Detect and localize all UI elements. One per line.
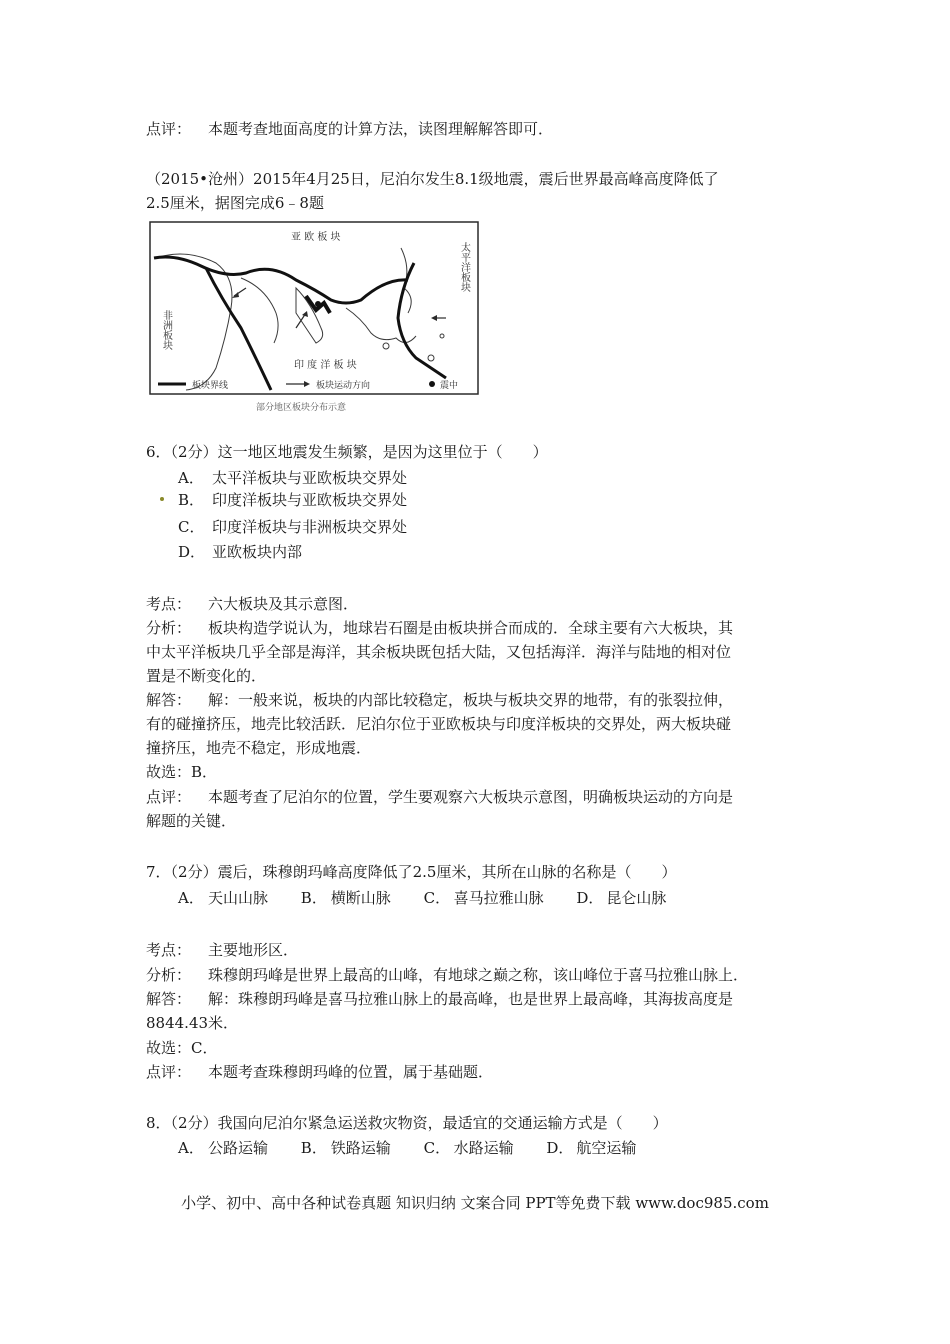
q6-option-b	[178, 489, 407, 511]
label-pacific: 太平洋板块	[458, 242, 470, 292]
plate-map-svg	[146, 218, 486, 416]
fenxi-label: 分析：	[146, 619, 192, 637]
q8-option-c: C． 水路运输	[423, 1139, 514, 1157]
q6-fenxi-line-3: 置是不断变化的．	[146, 667, 267, 685]
legend-boundary-label: 板块界线	[192, 381, 229, 391]
fenxi-text: 板块构造学说认为，地球岩石圈是由板块拼合而成的．全球主要有六大板块，其	[208, 619, 734, 637]
label-africa: 非洲板块	[160, 310, 172, 350]
label-indian: 印 度 洋 板 块	[294, 360, 357, 371]
option-key: B．	[178, 491, 205, 509]
option-text: 印度洋板块与亚欧板块交界处	[212, 491, 408, 509]
legend-quake-label: 震中	[440, 381, 459, 391]
q7-fenxi	[146, 964, 748, 986]
q7-option-a: A． 天山山脉	[178, 889, 269, 907]
q8-option-b: B． 铁路运输	[300, 1139, 391, 1157]
legend-direction-label: 板块运动方向	[316, 381, 371, 391]
q7-option-d: D． 昆仑山脉	[576, 889, 667, 907]
q6-option-a	[178, 467, 407, 489]
option-key: C．	[178, 518, 205, 536]
q6-answer: 故选：B．	[146, 763, 218, 781]
jieda-text: 解：一般来说，板块的内部比较稳定，板块与板块交界的地带，有的张裂拉伸，	[208, 691, 734, 709]
top-comment	[146, 118, 553, 140]
jieda-label: 解答：	[146, 990, 192, 1008]
intro-line-1: （2015•沧州）2015年4月25日，尼泊尔发生8.1级地震，震后世界最高峰高度降低了	[146, 170, 719, 188]
q6-fenxi-line-1	[146, 617, 733, 639]
q6-dianping-line-1	[146, 786, 733, 808]
q7-answer: 故选：C．	[146, 1039, 218, 1057]
q6-dianping-line-2: 解题的关键．	[146, 812, 237, 830]
epicenter-dot	[315, 301, 321, 307]
comment-label: 点评：	[146, 120, 192, 138]
kaodian-label: 考点：	[146, 941, 192, 959]
option-key: A．	[178, 469, 204, 487]
fenxi-text: 珠穆朗玛峰是世界上最高的山峰，有地球之巅之称，该山峰位于喜马拉雅山脉上．	[208, 966, 749, 984]
kaodian-label: 考点：	[146, 595, 192, 613]
q7-stem: 7．（2分）震后，珠穆朗玛峰高度降低了2.5厘米，其所在山脉的名称是（ ）	[146, 863, 677, 881]
q8-stem: 8．（2分）我国向尼泊尔紧急运送救灾物资，最适宜的交通运输方式是（ ）	[146, 1114, 668, 1132]
q7-dianping	[146, 1061, 493, 1083]
q7-kaodian	[146, 939, 298, 961]
plate-map-figure	[146, 218, 486, 416]
q8-option-d: D． 航空运输	[546, 1139, 637, 1157]
jieda-text: 解：珠穆朗玛峰是喜马拉雅山脉上的最高峰，也是世界上最高峰，其海拔高度是	[208, 990, 734, 1008]
q7-jieda-line-2: 8844.43米．	[146, 1014, 239, 1032]
dianping-text: 本题考查了尼泊尔的位置，学生要观察六大板块示意图，明确板块运动的方向是	[208, 788, 734, 806]
page-footer: 小学、初中、高中各种试卷真题 知识归纳 文案合同 PPT等免费下载 www.doc985.com	[181, 1194, 769, 1212]
dianping-label: 点评：	[146, 788, 192, 806]
intro-line-2: 2.5厘米，据图完成6﹣8题	[146, 194, 324, 212]
q6-fenxi-line-2: 中太平洋板块几乎全部是海洋，其余板块既包括大陆，又包括海洋．海洋与陆地的相对位	[146, 643, 732, 661]
q6-jieda-line-2: 有的碰撞挤压，地壳比较活跃．尼泊尔位于亚欧板块与印度洋板块的交界处，两大板块碰	[146, 715, 732, 733]
map-caption: 部分地区板块分布示意	[256, 403, 347, 413]
q6-option-c	[178, 516, 407, 538]
comment-text: 本题考查地面高度的计算方法，读图理解解答即可．	[208, 120, 554, 138]
jieda-label: 解答：	[146, 691, 192, 709]
dianping-label: 点评：	[146, 1063, 192, 1081]
option-key: D．	[178, 543, 206, 561]
option-text: 亚欧板块内部	[212, 543, 303, 561]
q6-stem: 6．（2分）这一地区地震发生频繁，是因为这里位于（ ）	[146, 443, 548, 461]
q6-kaodian	[146, 593, 358, 615]
kaodian-text: 主要地形区．	[208, 941, 299, 959]
label-eurasia: 亚 欧 板 块	[291, 232, 341, 243]
q7-option-b: B． 横断山脉	[300, 889, 391, 907]
q6-jieda-line-3: 撞挤压，地壳不稳定，形成地震．	[146, 739, 372, 757]
q7-jieda-line-1	[146, 988, 733, 1010]
q7-options	[178, 887, 694, 909]
option-text: 太平洋板块与亚欧板块交界处	[212, 469, 408, 487]
option-text: 印度洋板块与非洲板块交界处	[212, 518, 408, 536]
legend-quake-swatch	[429, 381, 435, 387]
fenxi-label: 分析：	[146, 966, 192, 984]
q7-option-c: C． 喜马拉雅山脉	[423, 889, 544, 907]
q8-options	[178, 1137, 664, 1159]
q8-option-a: A． 公路运输	[178, 1139, 269, 1157]
dianping-text: 本题考查珠穆朗玛峰的位置，属于基础题．	[208, 1063, 494, 1081]
answer-mark-dot	[160, 497, 164, 501]
q6-jieda-line-1	[146, 689, 733, 711]
kaodian-text: 六大板块及其示意图．	[208, 595, 359, 613]
q6-option-d	[178, 541, 302, 563]
